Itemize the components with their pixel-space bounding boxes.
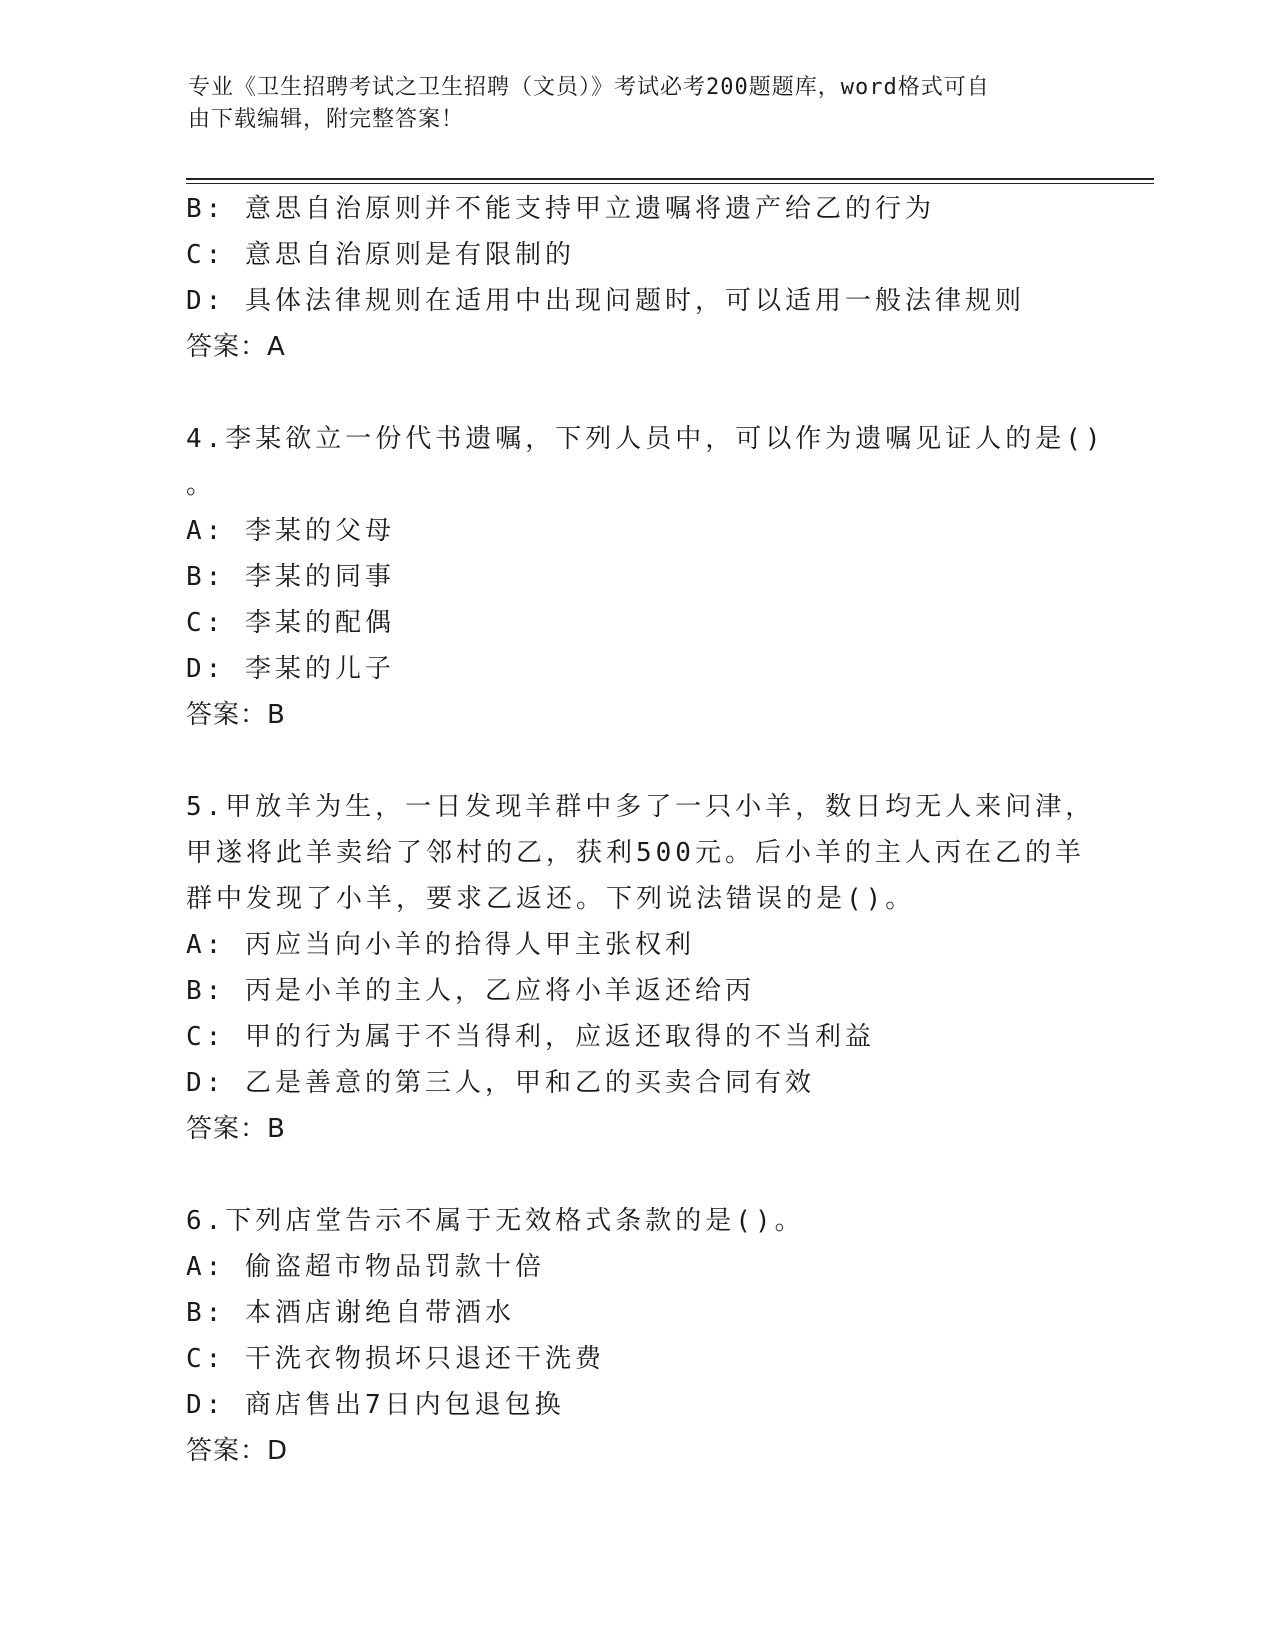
question-6 <box>186 1198 1086 1474</box>
option-c: C: 李某的配偶 <box>186 608 395 638</box>
option-d: D: 乙是善意的第三人，甲和乙的买卖合同有效 <box>186 1068 815 1098</box>
option-a: A: 李某的父母 <box>186 516 395 546</box>
question-3 <box>186 186 1086 370</box>
answer-line: 答案：D <box>186 1436 289 1466</box>
option-a: A: 丙应当向小羊的拾得人甲主张权利 <box>186 930 695 960</box>
option-c: C: 干洗衣物损坏只退还干洗费 <box>186 1344 605 1374</box>
option-d: D: 具体法律规则在适用中出现问题时，可以适用一般法律规则 <box>186 286 1025 316</box>
question-5 <box>186 784 1096 1152</box>
answer-line: 答案：B <box>186 700 286 730</box>
question-stem-continuation: 甲遂将此羊卖给了邻村的乙，获利500元。后小羊的主人丙在乙的羊 <box>186 838 1085 868</box>
option-b: B: 丙是小羊的主人，乙应将小羊返还给丙 <box>186 976 755 1006</box>
option-b: B: 意思自治原则并不能支持甲立遗嘱将遗产给乙的行为 <box>186 194 935 224</box>
question-stem: 4.李某欲立一份代书遗嘱，下列人员中，可以作为遗嘱见证人的是() <box>186 424 1105 454</box>
option-c: C: 意思自治原则是有限制的 <box>186 240 575 270</box>
option-d: D: 李某的儿子 <box>186 654 395 684</box>
header-divider-thick <box>186 178 1154 180</box>
spacer <box>186 370 1086 416</box>
spacer <box>186 1152 1086 1198</box>
document-header <box>188 72 1068 136</box>
header-line-1: 专业《卫生招聘考试之卫生招聘（文员）》考试必考200题题库，word格式可自 <box>188 75 990 100</box>
question-stem: 5.甲放羊为生，一日发现羊群中多了一只小羊，数日均无人来问津， <box>186 792 1096 822</box>
option-b: B: 李某的同事 <box>186 562 395 592</box>
spacer <box>186 738 1086 784</box>
question-list <box>186 186 1105 1474</box>
question-4 <box>186 416 1105 738</box>
question-stem-continuation: 。 <box>186 470 217 500</box>
answer-line: 答案：A <box>186 332 286 362</box>
option-c: C: 甲的行为属于不当得利，应返还取得的不当利益 <box>186 1022 875 1052</box>
header-divider-thin <box>186 183 1154 184</box>
option-d: D: 商店售出7日内包退包换 <box>186 1390 565 1420</box>
option-a: A: 偷盗超市物品罚款十倍 <box>186 1252 545 1282</box>
header-line-2: 由下载编辑，附完整答案！ <box>188 107 465 132</box>
answer-line: 答案：B <box>186 1114 286 1144</box>
question-stem-continuation: 群中发现了小羊，要求乙返还。下列说法错误的是()。 <box>186 884 916 914</box>
option-b: B: 本酒店谢绝自带酒水 <box>186 1298 515 1328</box>
question-stem: 6.下列店堂告示不属于无效格式条款的是()。 <box>186 1206 805 1236</box>
